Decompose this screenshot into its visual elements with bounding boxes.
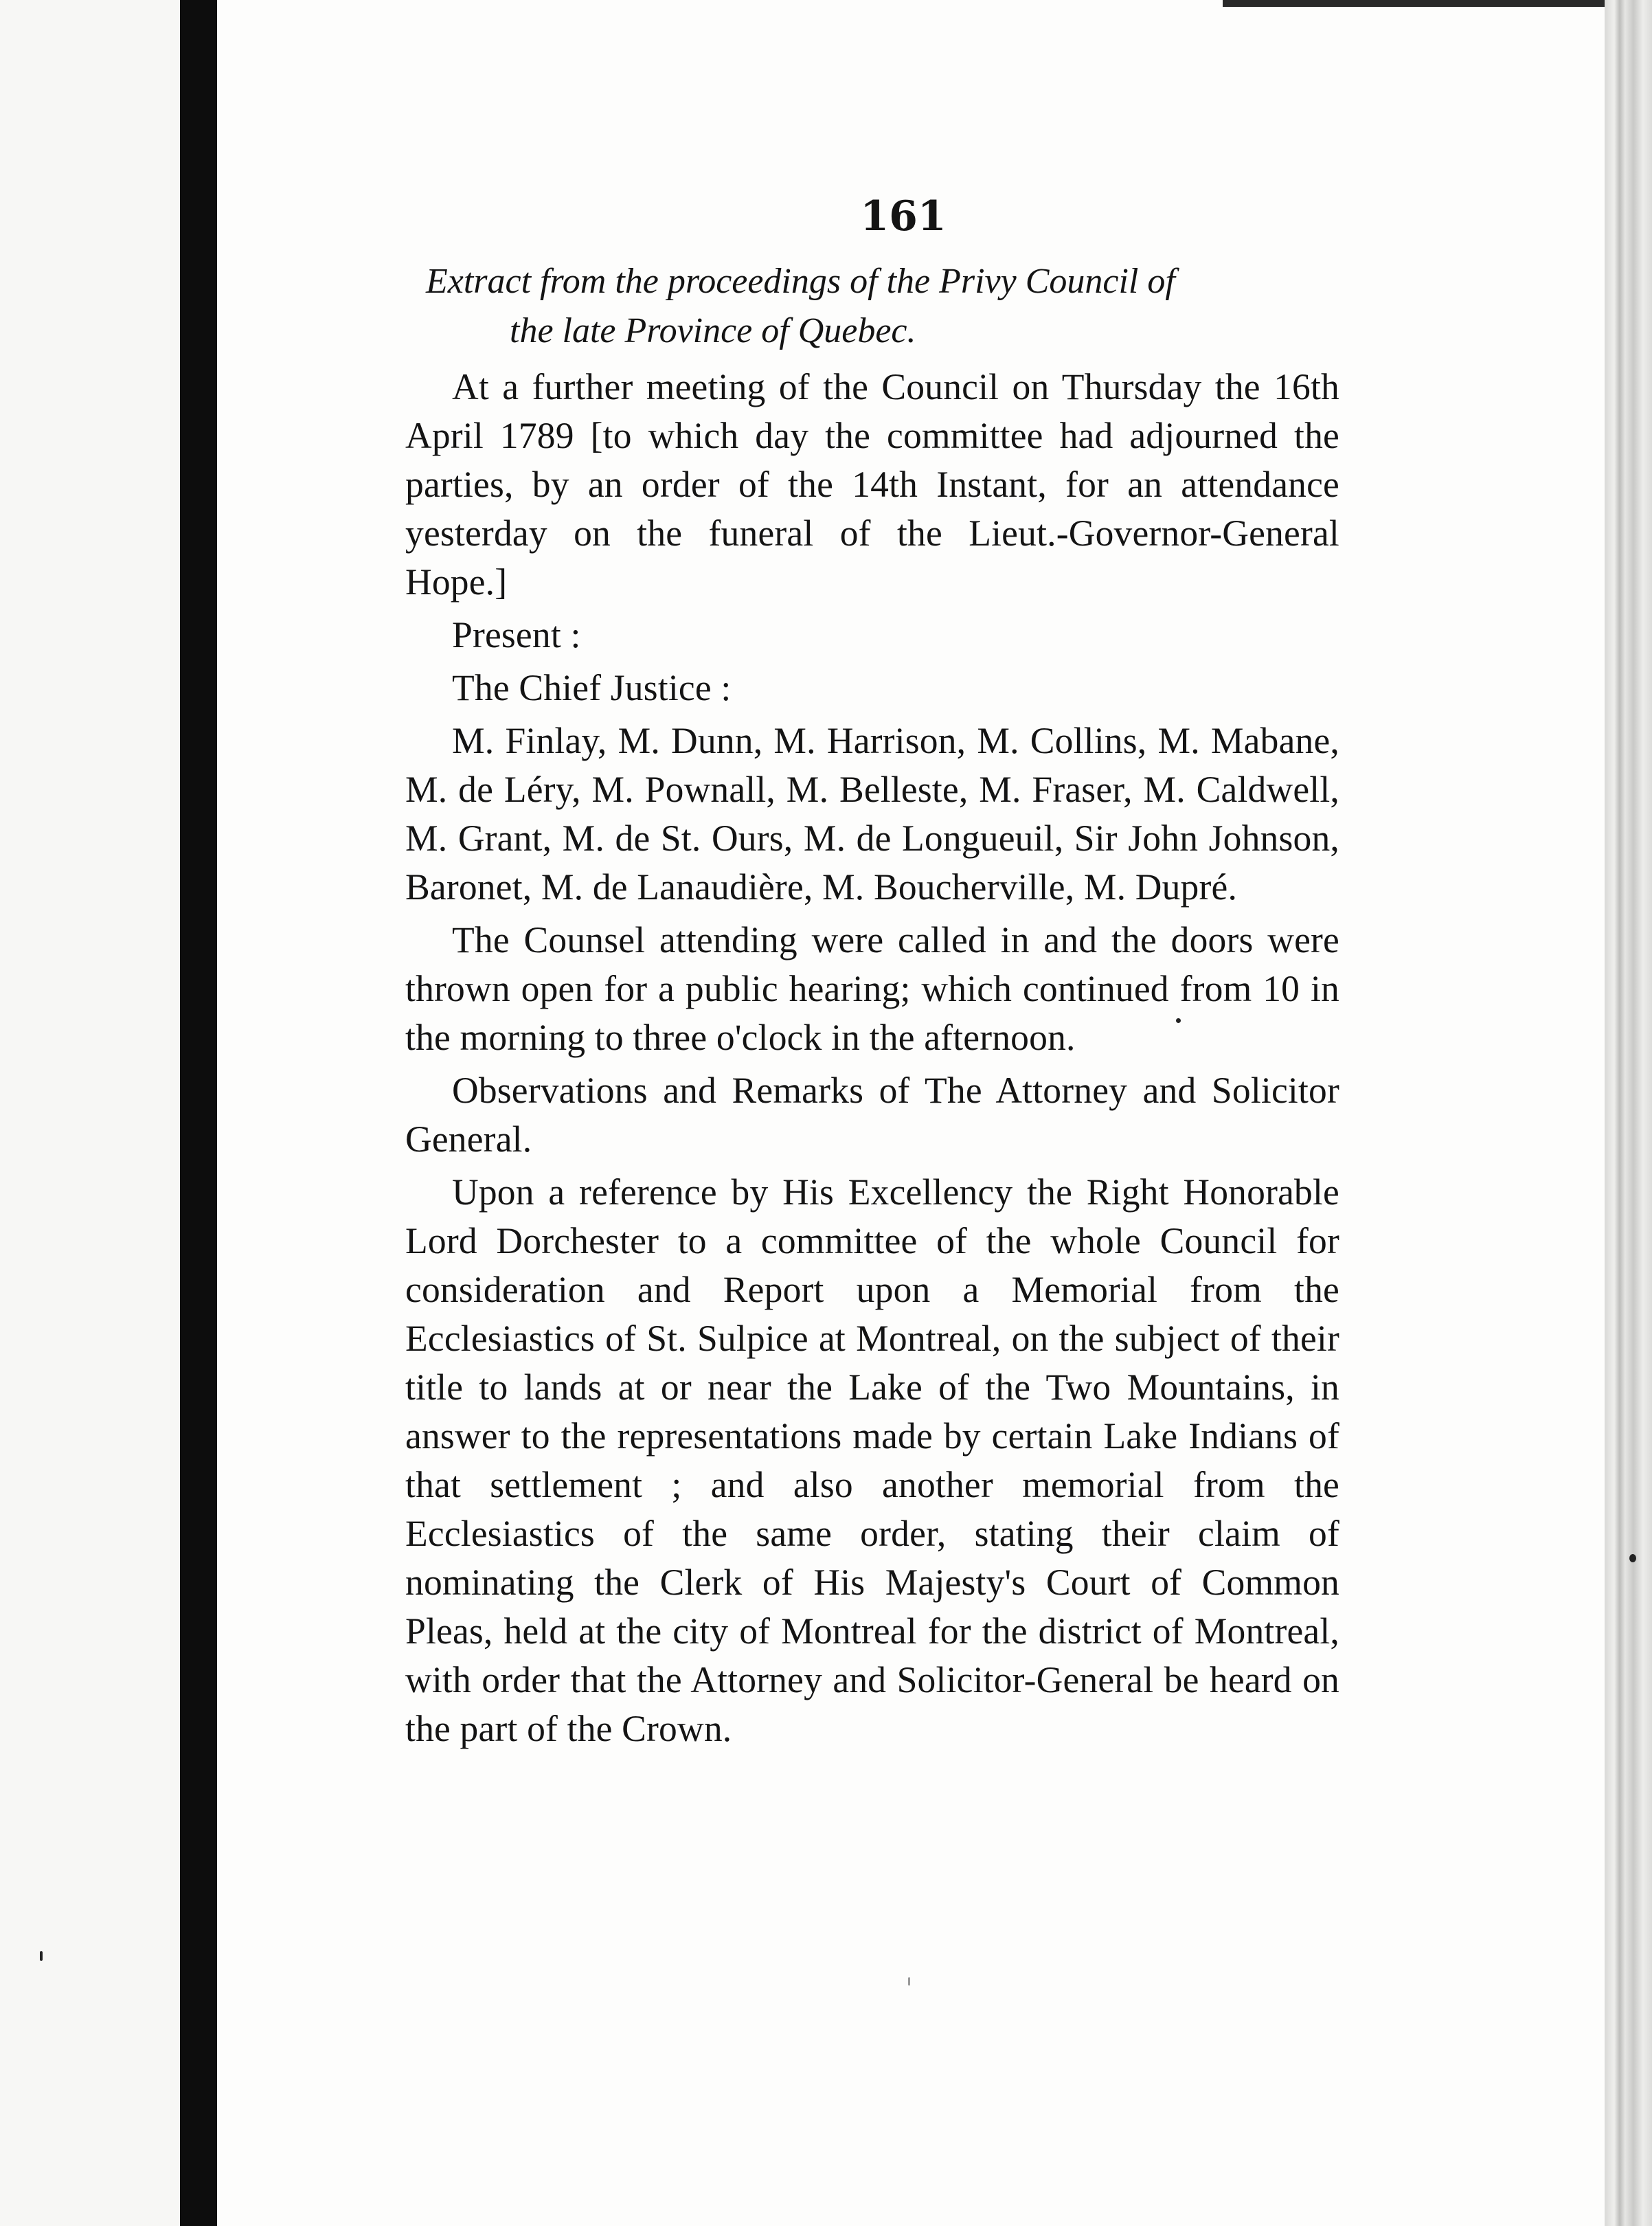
top-edge-shadow bbox=[1223, 0, 1607, 7]
facing-page-margin bbox=[0, 0, 180, 2226]
observations-paragraph: Observations and Remarks of The Attorney and Solicitor General. bbox=[405, 1070, 1339, 1160]
present-label: Present : bbox=[452, 614, 581, 655]
scan-speck bbox=[1629, 1554, 1636, 1562]
page-stack-edge bbox=[1605, 0, 1652, 2226]
heading-line-1: Extract from the proceedings of the Privy Council of bbox=[426, 262, 1175, 301]
book-binding-edge bbox=[180, 0, 217, 2226]
scan-speck bbox=[40, 1951, 43, 1961]
section-heading bbox=[405, 257, 1339, 356]
meeting-paragraph: At a further meeting of the Council on Thursday the 16th April 1789 [to which day the committee had adjourned the parties, by an order of the 14th Instant, for an attendance yesterday on the funeral of the Lieut.-Governor-General Hope.] bbox=[405, 366, 1339, 603]
attendees-paragraph: M. Finlay, M. Dunn, M. Harrison, M. Collins, M. Mabane, M. de Léry, M. Pownall, M. Belleste, M. Fraser, M. Caldwell, M. Grant, M. de St. Ours, M. de Longueuil, Sir John Johnson, Baronet, M. de Lanaudière, M. Boucherville, M. Dupré. bbox=[405, 720, 1339, 908]
reference-paragraph: Upon a reference by His Excellency the Right Honorable Lord Dorchester to a committee of the whole Council for consideration and Report upon a Memorial from the Ecclesiastics of St. Sulpice at Montreal, on the subject of their title to lands at or near the Lake of the Two Mountains, in answer to the representations made by certain Lake Indians of that settlement ; and also another memorial from the Ecclesiastics of the same order, stating their claim of nominating the Clerk of His Majesty's Court of Common Pleas, held at the city of Montreal for the district of Montreal, with order that the Attorney and Solicitor-General be heard on the part of the Crown. bbox=[405, 1171, 1339, 1749]
page-number: 161 bbox=[860, 192, 947, 240]
counsel-paragraph: The Counsel attending were called in and the doors were thrown open for a public hearing; which continued from 10 in the morning to three o'clock in the afternoon. bbox=[405, 919, 1339, 1058]
page-text bbox=[405, 186, 1339, 1757]
scan-speck bbox=[908, 1977, 910, 1986]
heading-line-2: the late Province of Quebec. bbox=[510, 311, 916, 350]
chief-justice-line: The Chief Justice : bbox=[452, 667, 732, 708]
